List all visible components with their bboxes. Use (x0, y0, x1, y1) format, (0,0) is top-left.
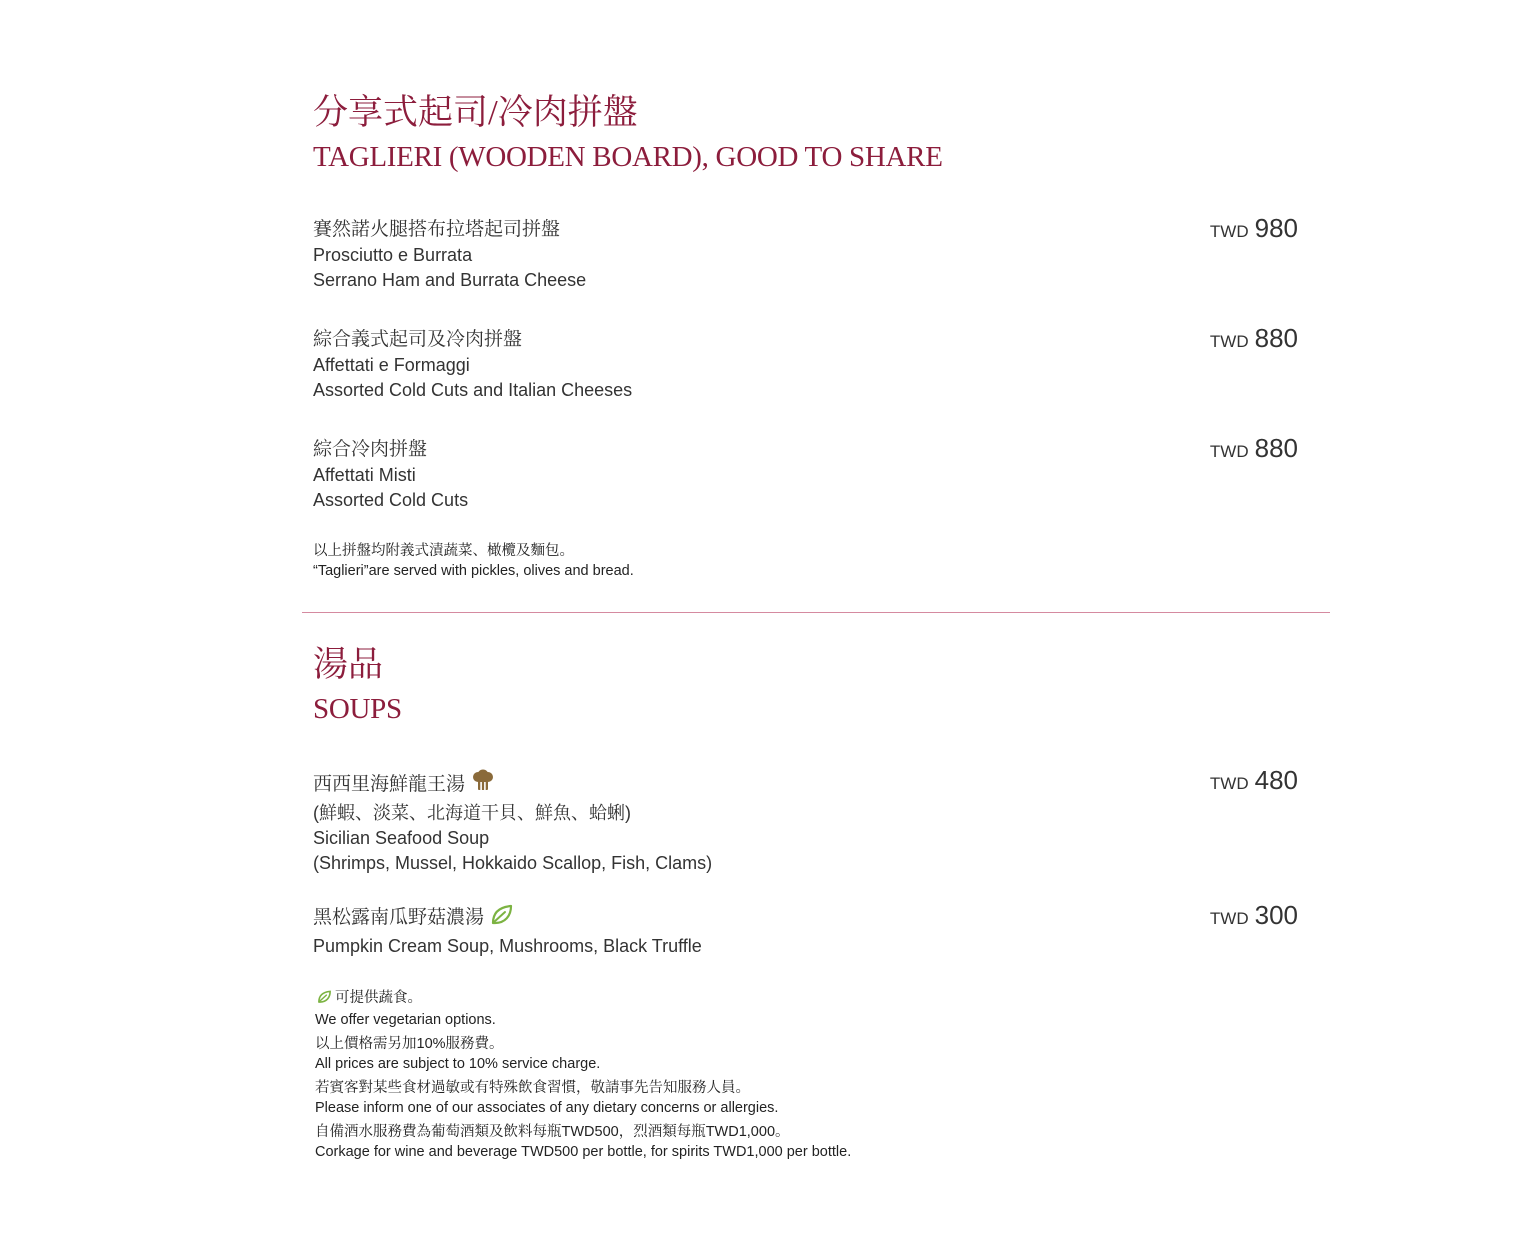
item-name-en: Assorted Cold Cuts and Italian Cheeses (313, 380, 633, 400)
price-amount: 880 (1254, 433, 1298, 463)
leaf-icon (490, 904, 514, 934)
note-en: “Taglieri”are served with pickles, olives and bread. (313, 563, 634, 579)
corkage-note-en: Corkage for wine and beverage TWD500 per bottle, for spirits TWD1,000 per bottle. (315, 1144, 852, 1160)
price-currency: TWD (1209, 909, 1249, 928)
item-name-en: Assorted Cold Cuts (313, 490, 469, 510)
section-title-en: TAGLIERI (WOODEN BOARD), GOOD TO SHARE (313, 141, 943, 173)
note-zh: 以上拼盤均附義式漬蔬菜、橄欖及麵包。 (313, 543, 574, 559)
chef-hat-icon (471, 769, 495, 801)
menu-item (313, 765, 1298, 876)
item-desc-zh: (鮮蝦、淡菜、北海道干貝、鮮魚、蛤蜊) (313, 803, 631, 823)
veg-text-zh: 可提供蔬食。 (335, 990, 422, 1006)
item-price (1210, 765, 1298, 796)
item-name-it: Affettati Misti (313, 465, 416, 485)
item-price (1210, 323, 1298, 354)
item-price (1210, 900, 1298, 931)
item-name-row (313, 769, 1298, 801)
item-name-en: Sicilian Seafood Soup (313, 828, 490, 848)
service-note-en: All prices are subject to 10% service charge. (315, 1056, 601, 1072)
item-price (1210, 433, 1298, 464)
menu-item (313, 433, 1298, 513)
veg-note-en: We offer vegetarian options. (315, 1012, 496, 1028)
allergy-note-zh: 若賓客對某些食材過敏或有特殊飲食習慣，敬請事先告知服務人員。 (315, 1080, 750, 1096)
price-currency: TWD (1209, 442, 1249, 461)
section-title-zh: 湯品 (313, 645, 384, 684)
service-note-zh: 以上價格需另加10%服務費。 (315, 1036, 504, 1052)
item-name-zh: 綜合冷肉拼盤 (313, 439, 428, 460)
item-price (1210, 213, 1298, 244)
allergy-note-en: Please inform one of our associates of any dietary concerns or allergies. (315, 1100, 779, 1116)
section-title-en: SOUPS (313, 693, 402, 725)
item-name-zh: 西西里海鮮龍王湯 (313, 774, 466, 795)
price-amount: 300 (1254, 900, 1298, 930)
section-note (313, 541, 634, 581)
price-currency: TWD (1209, 332, 1249, 351)
leaf-icon (317, 990, 332, 1010)
price-currency: TWD (1209, 222, 1249, 241)
item-name-zh: 黑松露南瓜野菇濃湯 (313, 907, 485, 928)
item-name-it: Prosciutto e Burrata (313, 245, 473, 265)
item-name-en: Pumpkin Cream Soup, Mushrooms, Black Truffle (313, 936, 702, 956)
menu-item (313, 213, 1298, 293)
veg-note-zh (315, 988, 851, 1010)
price-amount: 880 (1254, 323, 1298, 353)
item-name-zh: 綜合義式起司及冷肉拼盤 (313, 329, 523, 350)
item-name-en: Serrano Ham and Burrata Cheese (313, 270, 587, 290)
item-name-zh: 賽然諾火腿搭布拉塔起司拼盤 (313, 219, 561, 240)
item-name-row (313, 904, 1298, 934)
corkage-note-zh: 自備酒水服務費為葡萄酒類及飲料每瓶TWD500，烈酒類每瓶TWD1,000。 (315, 1124, 790, 1140)
menu-item (313, 323, 1298, 403)
footer-notes (315, 988, 851, 1162)
price-amount: 480 (1254, 765, 1298, 795)
menu-item (313, 900, 1298, 959)
item-desc-en: (Shrimps, Mussel, Hokkaido Scallop, Fish, Clams) (313, 853, 713, 873)
section-divider (302, 612, 1330, 613)
price-currency: TWD (1209, 774, 1249, 793)
item-name-it: Affettati e Formaggi (313, 355, 470, 375)
price-amount: 980 (1254, 213, 1298, 243)
section-title-zh: 分享式起司/冷肉拼盤 (313, 93, 638, 132)
